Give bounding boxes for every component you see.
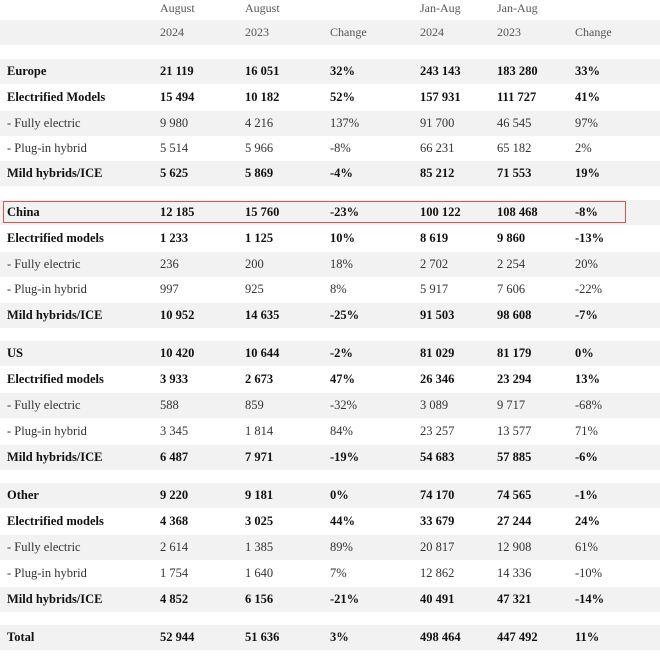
table-cell: 47% <box>330 372 355 386</box>
table-cell: 23 257 <box>420 424 455 438</box>
table-cell: 6 156 <box>245 592 274 606</box>
table-cell: -10% <box>575 566 603 580</box>
table-cell: 9 980 <box>160 116 189 130</box>
table-cell: 1 385 <box>245 540 274 554</box>
table-cell: 1 754 <box>160 566 189 580</box>
table-cell: 5 514 <box>160 141 189 155</box>
row-label: US <box>7 346 23 360</box>
table-cell: 925 <box>245 282 264 296</box>
table-cell: 66 231 <box>420 141 455 155</box>
table-cell: -7% <box>575 308 598 322</box>
table-row <box>0 445 660 470</box>
table-row <box>0 509 660 534</box>
row-label: - Plug-in hybrid <box>7 566 87 580</box>
table-cell: 3 345 <box>160 424 189 438</box>
table-cell: -25% <box>330 308 360 322</box>
table-cell: 12 185 <box>160 205 195 219</box>
table-row <box>0 59 660 84</box>
table-cell: 4 852 <box>160 592 189 606</box>
table-cell: 20 817 <box>420 540 455 554</box>
table-cell: 98 608 <box>497 308 532 322</box>
table-row <box>0 587 660 612</box>
table-cell: 23 294 <box>497 372 532 386</box>
table-cell: -22% <box>575 282 603 296</box>
table-cell: 15 760 <box>245 205 280 219</box>
table-cell: 18% <box>330 257 353 271</box>
column-header: Change <box>575 25 612 39</box>
column-header: Jan-Aug <box>420 1 461 15</box>
table-cell: -68% <box>575 398 603 412</box>
row-label: Mild hybrids/ICE <box>7 592 103 606</box>
table-cell: 2 702 <box>420 257 449 271</box>
row-label: - Fully electric <box>7 257 81 271</box>
table-cell: 3% <box>330 630 349 644</box>
table-cell: -8% <box>575 205 598 219</box>
table-cell: 498 464 <box>420 630 461 644</box>
table-cell: -1% <box>575 488 598 502</box>
table-cell: 3 025 <box>245 514 274 528</box>
table-cell: 52% <box>330 90 355 104</box>
table-cell: 3 089 <box>420 398 449 412</box>
table-cell: -2% <box>330 346 353 360</box>
table-cell: 183 280 <box>497 64 538 78</box>
row-label: - Plug-in hybrid <box>7 424 87 438</box>
table-cell: 13 577 <box>497 424 532 438</box>
table-cell: 111 727 <box>497 90 537 104</box>
header-row <box>0 20 660 45</box>
row-label: Other <box>7 488 39 502</box>
row-label: - Fully electric <box>7 398 81 412</box>
table-cell: 5 917 <box>420 282 449 296</box>
row-label: Electrified models <box>7 514 104 528</box>
table-cell: 588 <box>160 398 179 412</box>
table-cell: 15 494 <box>160 90 195 104</box>
table-cell: 236 <box>160 257 179 271</box>
row-label: China <box>7 205 40 219</box>
table-cell: 32% <box>330 64 355 78</box>
table-cell: 19% <box>575 166 600 180</box>
table-row <box>0 303 660 328</box>
table-row <box>0 111 660 136</box>
table-cell: 4 216 <box>245 116 274 130</box>
table-cell: 84% <box>330 424 353 438</box>
table-cell: 157 931 <box>420 90 461 104</box>
table-cell: 5 966 <box>245 141 274 155</box>
row-label: Mild hybrids/ICE <box>7 450 103 464</box>
table-row <box>0 341 660 366</box>
table-cell: 1 233 <box>160 231 189 245</box>
table-cell: 44% <box>330 514 355 528</box>
table-cell: 61% <box>575 540 598 554</box>
table-cell: 13% <box>575 372 600 386</box>
table-cell: 9 860 <box>497 231 526 245</box>
table-row <box>0 85 660 110</box>
table-cell: 2 614 <box>160 540 189 554</box>
table-cell: 4 368 <box>160 514 189 528</box>
table-cell: 14 336 <box>497 566 532 580</box>
table-cell: 5 869 <box>245 166 274 180</box>
table-cell: 8% <box>330 282 347 296</box>
table-cell: 997 <box>160 282 179 296</box>
table-cell: 40 491 <box>420 592 455 606</box>
table-cell: 7 971 <box>245 450 274 464</box>
table-cell: 97% <box>575 116 598 130</box>
table-cell: 74 565 <box>497 488 532 502</box>
row-label: - Fully electric <box>7 116 81 130</box>
table-cell: -6% <box>575 450 598 464</box>
table-row <box>0 535 660 560</box>
header-row <box>0 0 660 18</box>
table-cell: 8 619 <box>420 231 449 245</box>
table-cell: 0% <box>330 488 349 502</box>
table-cell: 74 170 <box>420 488 455 502</box>
row-label: Mild hybrids/ICE <box>7 308 103 322</box>
column-header: 2024 <box>420 25 444 39</box>
table-cell: 447 492 <box>497 630 538 644</box>
table-cell: 9 717 <box>497 398 526 412</box>
table-cell: 51 636 <box>245 630 280 644</box>
table-row <box>0 226 660 251</box>
table-cell: -14% <box>575 592 605 606</box>
table-cell: 54 683 <box>420 450 455 464</box>
column-header: August <box>160 1 195 15</box>
row-label: - Plug-in hybrid <box>7 282 87 296</box>
table-cell: 9 220 <box>160 488 189 502</box>
table-cell: -4% <box>330 166 353 180</box>
table-cell: -21% <box>330 592 360 606</box>
table-row <box>0 625 660 650</box>
table-cell: 2 673 <box>245 372 274 386</box>
column-header: 2023 <box>245 25 269 39</box>
table-cell: 1 640 <box>245 566 274 580</box>
table-cell: 21 119 <box>160 64 194 78</box>
table-cell: 20% <box>575 257 598 271</box>
table-cell: 108 468 <box>497 205 538 219</box>
row-label: Electrified models <box>7 231 104 245</box>
table-cell: 11% <box>575 630 600 644</box>
table-cell: 1 814 <box>245 424 274 438</box>
table-row <box>0 561 660 586</box>
table-row <box>0 277 660 302</box>
table-cell: 10% <box>330 231 355 245</box>
column-header: Jan-Aug <box>497 1 538 15</box>
table-cell: 27 244 <box>497 514 532 528</box>
table-cell: 10 952 <box>160 308 195 322</box>
table-cell: 10 420 <box>160 346 195 360</box>
table-cell: 41% <box>575 90 600 104</box>
row-label: - Fully electric <box>7 540 81 554</box>
table-cell: 9 181 <box>245 488 274 502</box>
table-cell: 26 346 <box>420 372 455 386</box>
table-cell: 47 321 <box>497 592 532 606</box>
table-cell: 10 644 <box>245 346 280 360</box>
table-cell: 2 254 <box>497 257 526 271</box>
table-cell: 91 700 <box>420 116 455 130</box>
table-cell: 7% <box>330 566 347 580</box>
row-label: Electrified models <box>7 372 104 386</box>
table-cell: 57 885 <box>497 450 532 464</box>
table-cell: -8% <box>330 141 351 155</box>
table-cell: 24% <box>575 514 600 528</box>
column-header: 2024 <box>160 25 184 39</box>
table-cell: 10 182 <box>245 90 280 104</box>
row-label: Total <box>7 630 35 644</box>
table-cell: 71% <box>575 424 598 438</box>
row-label: Europe <box>7 64 47 78</box>
table-cell: 243 143 <box>420 64 461 78</box>
table-cell: 65 182 <box>497 141 532 155</box>
table-cell: -19% <box>330 450 360 464</box>
table-row <box>0 136 660 161</box>
table-cell: 3 933 <box>160 372 189 386</box>
table-cell: 33% <box>575 64 600 78</box>
table-cell: -13% <box>575 231 605 245</box>
column-header: Change <box>330 25 367 39</box>
row-label: Mild hybrids/ICE <box>7 166 103 180</box>
table-cell: 200 <box>245 257 264 271</box>
table-row <box>0 483 660 508</box>
row-label: Electrified Models <box>7 90 106 104</box>
table-cell: 0% <box>575 346 594 360</box>
table-cell: 81 179 <box>497 346 532 360</box>
table-cell: -23% <box>330 205 360 219</box>
table-row <box>0 161 660 186</box>
table-cell: 12 908 <box>497 540 532 554</box>
table-cell: 85 212 <box>420 166 455 180</box>
table-cell: 100 122 <box>420 205 461 219</box>
row-label: - Plug-in hybrid <box>7 141 87 155</box>
table-cell: 1 125 <box>245 231 274 245</box>
table-cell: 71 553 <box>497 166 532 180</box>
column-header: 2023 <box>497 25 521 39</box>
table-row <box>0 200 660 225</box>
column-header: August <box>245 1 280 15</box>
table-row <box>0 367 660 392</box>
table-cell: 6 487 <box>160 450 189 464</box>
table-cell: 14 635 <box>245 308 280 322</box>
table-cell: 2% <box>575 141 592 155</box>
table-cell: 859 <box>245 398 264 412</box>
table-cell: 89% <box>330 540 353 554</box>
table-row <box>0 419 660 444</box>
table-cell: 81 029 <box>420 346 455 360</box>
table-cell: -32% <box>330 398 358 412</box>
table-cell: 12 862 <box>420 566 455 580</box>
table-cell: 52 944 <box>160 630 195 644</box>
table-cell: 46 545 <box>497 116 532 130</box>
table-cell: 5 625 <box>160 166 189 180</box>
table-row <box>0 393 660 418</box>
table-cell: 16 051 <box>245 64 280 78</box>
table-cell: 91 503 <box>420 308 455 322</box>
table-row <box>0 252 660 277</box>
table-cell: 137% <box>330 116 360 130</box>
table-cell: 7 606 <box>497 282 526 296</box>
table-cell: 33 679 <box>420 514 455 528</box>
